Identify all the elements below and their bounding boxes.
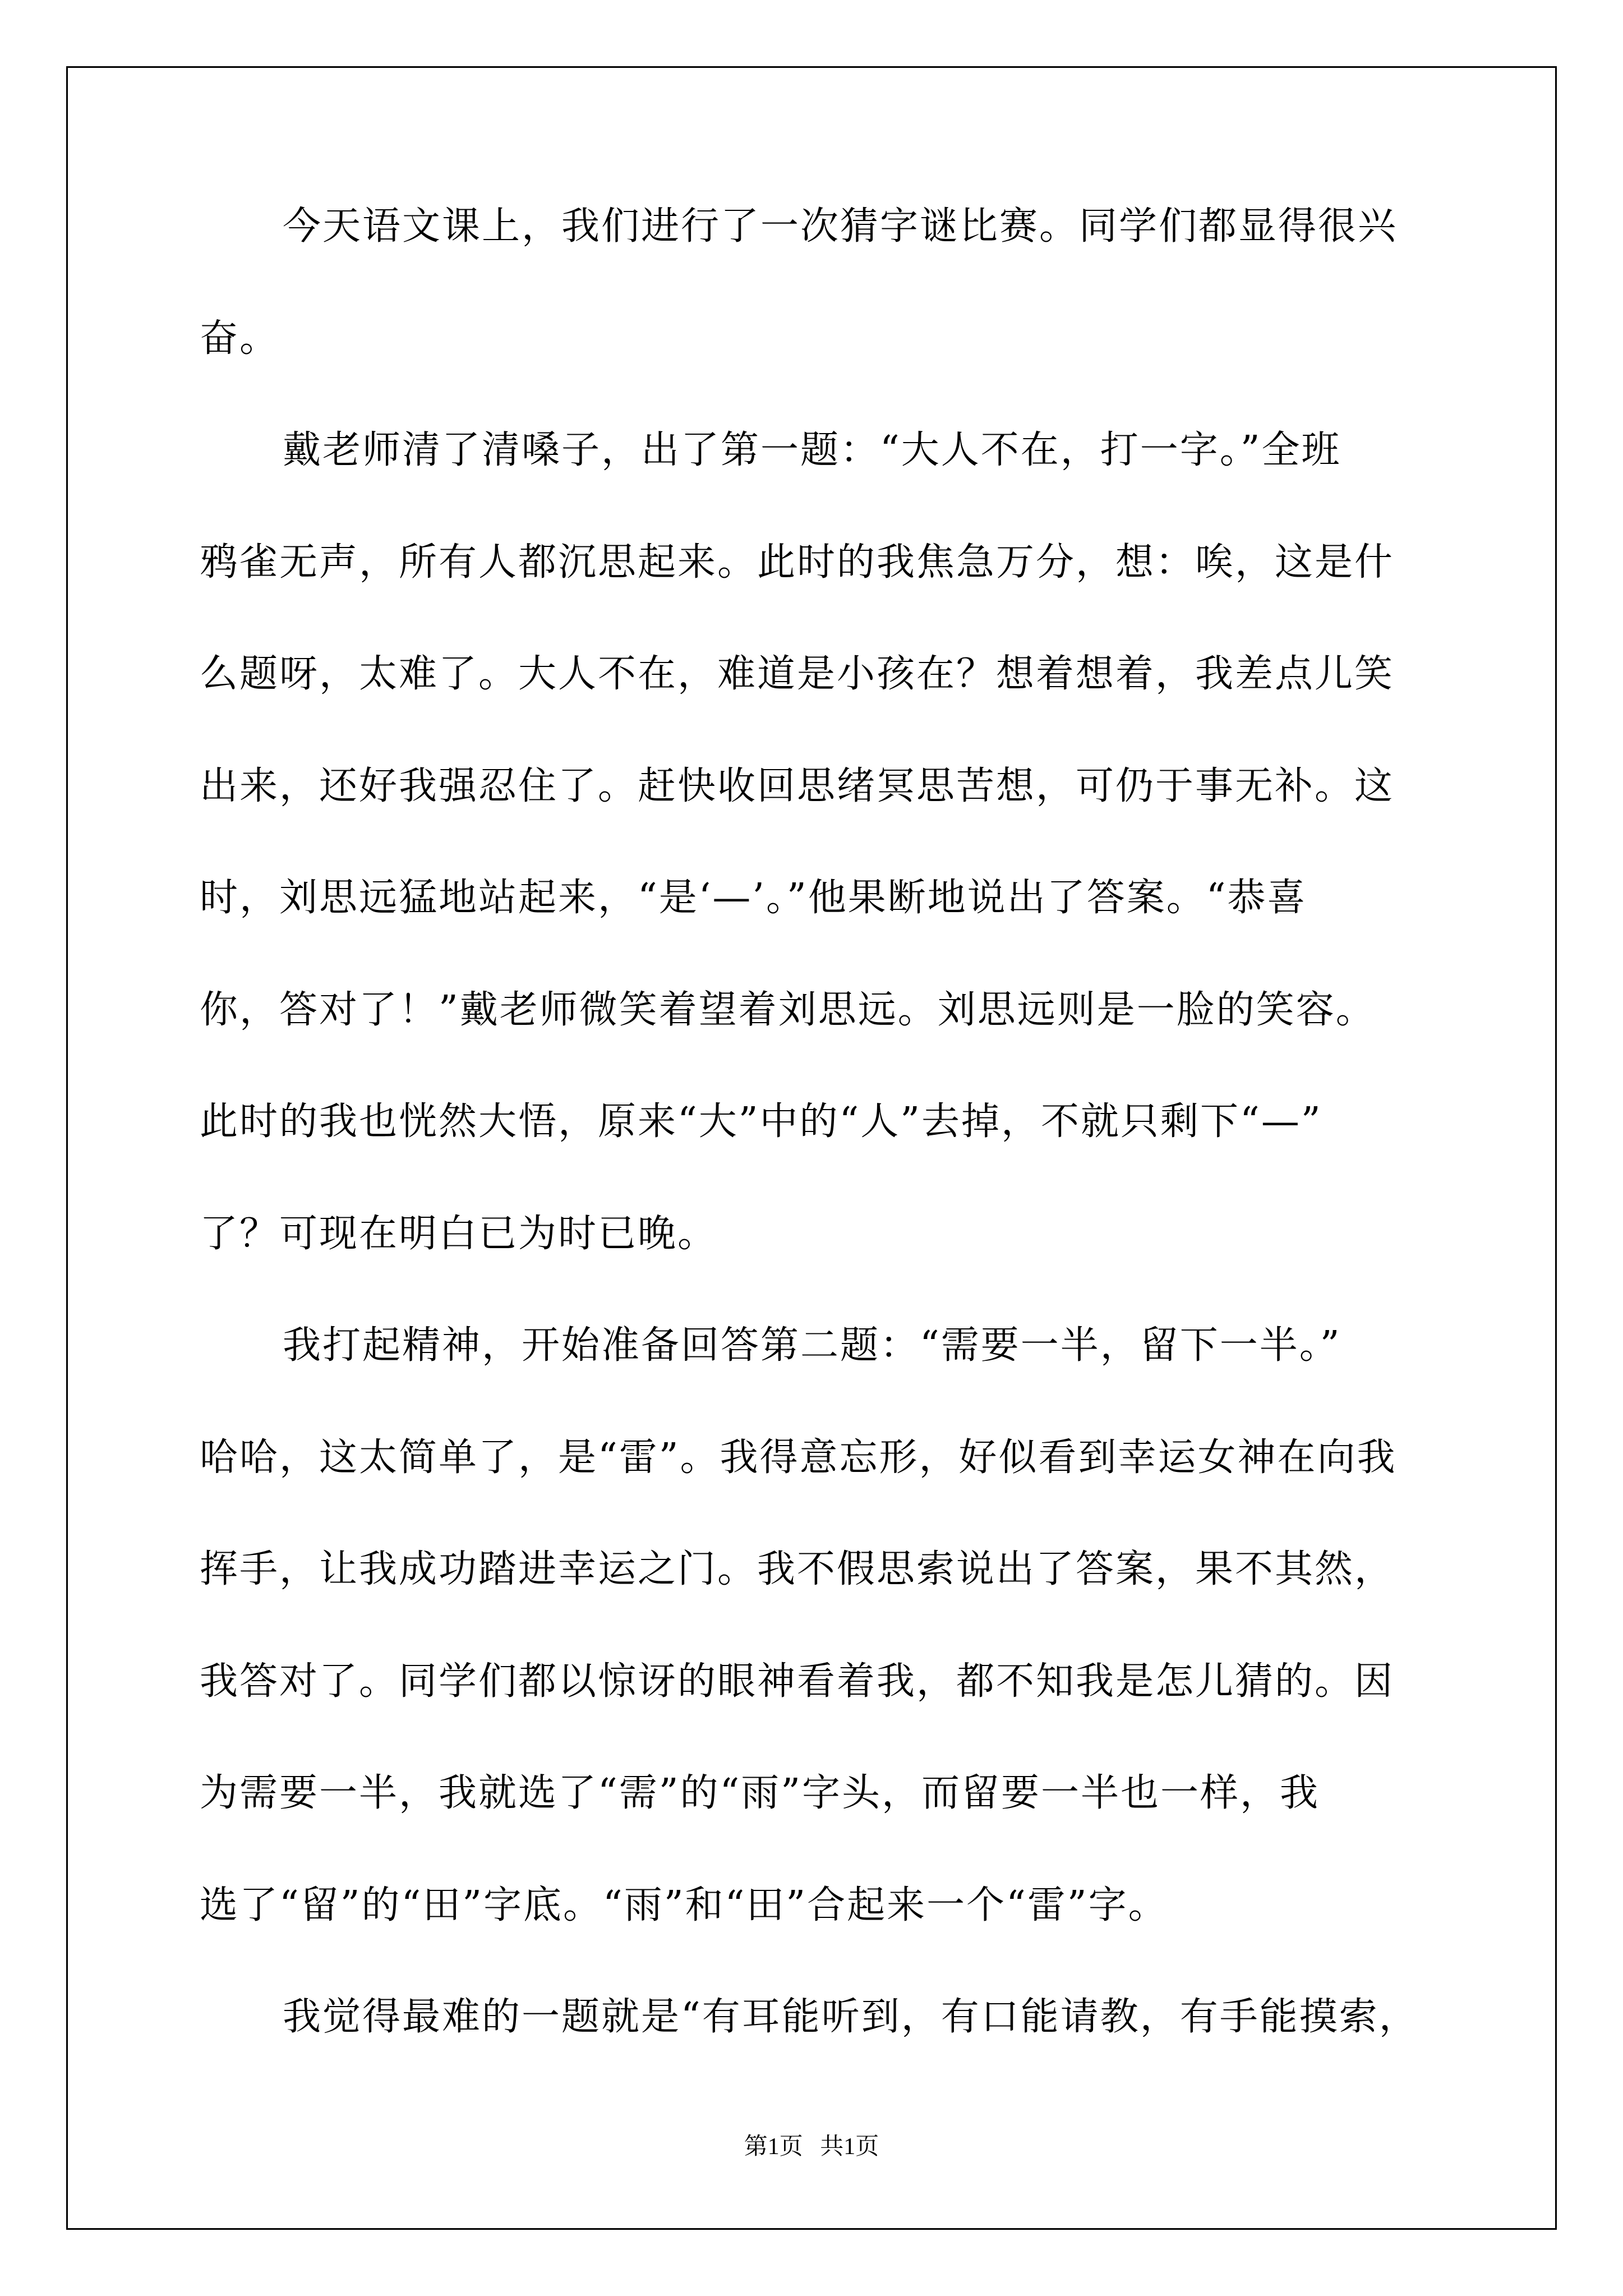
- paragraph-3-line-4: 我答对了。同学们都以惊讶的眼神看着我，都不知我是怎儿猜的。因: [200, 1659, 1395, 1704]
- paragraph-1-line-1: 今天语文课上，我们进行了一次猜字谜比赛。同学们都显得很兴: [283, 204, 1398, 249]
- paragraph-3-line-6: 选了“留”的“田”字底。“雨”和“田”合起来一个“雷”字。: [200, 1883, 1168, 1927]
- paragraph-2-line-2: 鸦雀无声，所有人都沉思起来。此时的我焦急万分，想：唉，这是什: [200, 540, 1395, 585]
- paragraph-2-line-3: 么题呀，太难了。大人不在，难道是小孩在？想着想着，我差点儿笑: [200, 652, 1395, 696]
- paragraph-2-line-7: 此时的我也恍然大悟，原来“大”中的“人”去掉，不就只剩下“—”: [200, 1099, 1322, 1144]
- paragraph-2-line-5: 时，刘思远猛地站起来，“是‘—’。”他果断地说出了答案。“恭喜: [200, 876, 1307, 920]
- document-body: [200, 201, 1427, 2104]
- page-number-current: 第1页: [744, 2134, 803, 2160]
- paragraph-1-line-2: 奋。: [200, 316, 280, 361]
- page-footer: [0, 2128, 1623, 2161]
- paragraph-4-line-1: 我觉得最难的一题就是“有耳能听到，有口能请教，有手能摸索，: [283, 1995, 1419, 2039]
- paragraph-2-line-8: 了？可现在明白已为时已晚。: [200, 1211, 718, 1256]
- paragraph-2-line-6: 你，答对了！”戴老师微笑着望着刘思远。刘思远则是一脸的笑容。: [200, 987, 1376, 1032]
- paragraph-3-line-2: 哈哈，这太简单了，是“雷”。我得意忘形，好似看到幸运女神在向我: [200, 1435, 1397, 1480]
- paragraph-2-line-4: 出来，还好我强忍住了。赶快收回思绪冥思苦想，可仍于事无补。这: [200, 763, 1395, 808]
- paragraph-3-line-3: 挥手，让我成功踏进幸运之门。我不假思索说出了答案，果不其然，: [200, 1547, 1395, 1591]
- paragraph-3-line-1: 我打起精神，开始准备回答第二题：“需要一半，留下一半。”: [283, 1323, 1341, 1368]
- paragraph-3-line-5: 为需要一半，我就选了“需”的“雨”字头，而留要一半也一样，我: [200, 1771, 1320, 1815]
- page-number-total: 共1页: [820, 2134, 879, 2160]
- paragraph-2-line-1: 戴老师清了清嗓子，出了第一题：“大人不在，打一字。”全班: [283, 428, 1341, 472]
